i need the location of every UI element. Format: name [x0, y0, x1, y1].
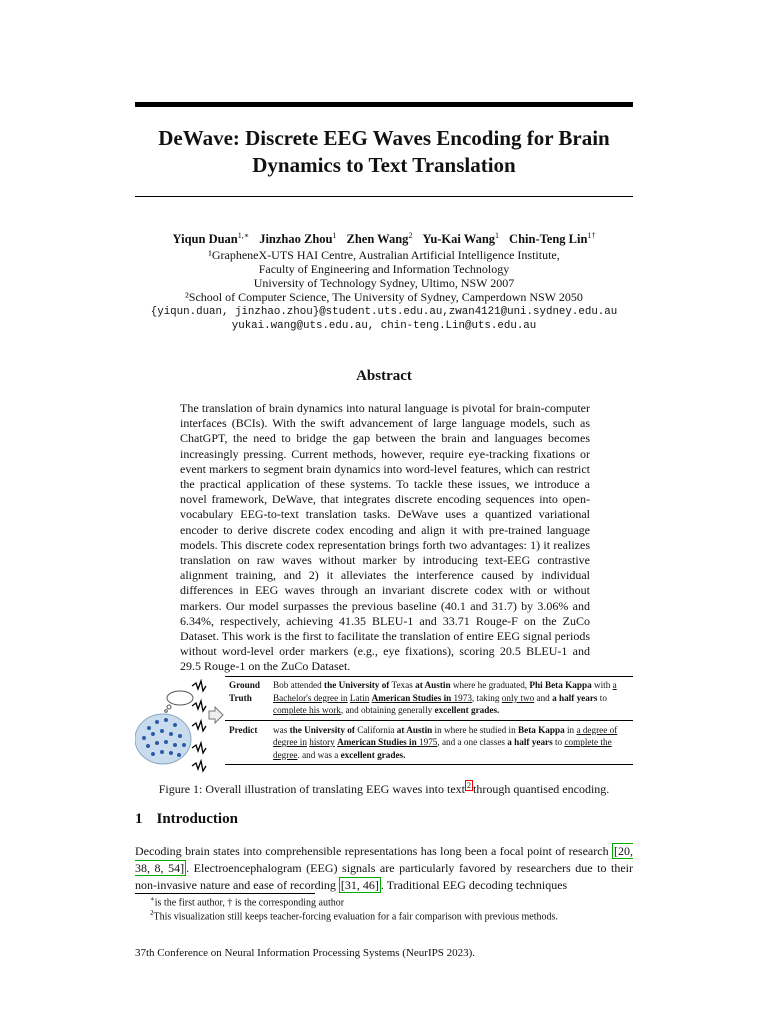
citation-link[interactable]: [31, 46]: [340, 878, 379, 892]
intro-text-2: . Electroencephalogram (EEG) signals are particularly favored by researchers due to their non-invasive nature and ease of recording: [135, 861, 633, 892]
paper-title: [100, 125, 668, 179]
author-name-text: Zhen Wang: [346, 232, 409, 247]
author-name-text: Jinzhao Zhou: [259, 232, 333, 247]
caption-text-end: through quantised encoding.: [472, 782, 610, 796]
figure-1: [135, 676, 635, 780]
footnote-1-text: is the first author, † is the corresponding author: [154, 897, 345, 909]
section-number: 1: [135, 811, 143, 827]
author-name: [509, 232, 595, 246]
figure-text-segment: Beta Kappa: [517, 724, 565, 735]
figure-text-segment: , and a one classes: [437, 737, 508, 747]
affiliation-3: University of Technology Sydney, Ultimo, NSW 2007: [253, 276, 515, 290]
figure-text-segment: at Austin: [415, 680, 451, 690]
author-affiliation-mark: 2: [408, 231, 413, 240]
figure-caption: [100, 781, 668, 797]
author-list: [100, 231, 668, 247]
author-affiliation-mark: 1,∗: [237, 231, 250, 240]
figure-text-segment: the University of: [289, 724, 355, 735]
figure-text-segment: history: [309, 737, 335, 747]
footnote-1-mark: ∗: [150, 895, 155, 903]
prediction-row: [225, 721, 633, 762]
title-line-2: Dynamics to Text Translation: [252, 153, 516, 177]
figure-text-segment: . and was a: [297, 749, 341, 760]
figure-text-segment: American Studies in: [371, 692, 452, 703]
affiliation-2: Faculty of Engineering and Information Technology: [258, 262, 510, 276]
figure-text-segment: complete his work: [273, 705, 341, 715]
footnote-1: [150, 895, 344, 908]
ground-truth-text: [269, 679, 633, 717]
figure-text-segment: was: [273, 724, 290, 735]
footnote-rule: [135, 893, 315, 894]
figure-text-segment: at Austin: [396, 724, 433, 735]
intro-text-1: Decoding brain states into comprehensible representations has long been a focal point of research: [135, 844, 612, 858]
figure-text-comparison: [225, 676, 633, 765]
figure-text-segment: 1973: [451, 692, 472, 703]
figure-text-segment: in where he studied in: [432, 724, 518, 735]
introduction-text: [135, 843, 633, 894]
prediction-label: Predict: [229, 724, 258, 735]
citation-link[interactable]: [20, 38, 8, 54]: [135, 844, 633, 875]
section-title: Introduction: [156, 811, 238, 827]
figure-text-segment: , taking: [471, 692, 502, 703]
figure-text-segment: a half years: [507, 737, 553, 747]
footnote-2-text: This visualization still keeps teacher-forcing evaluation for a fair comparison with previous methods.: [153, 911, 558, 923]
figure-text-segment: California: [354, 724, 397, 735]
ground-truth-label-1: Ground: [229, 680, 260, 690]
footnote-2: [150, 909, 558, 922]
figure-text-segment: Latin: [349, 692, 370, 703]
author-name-text: Yiqun Duan: [172, 232, 238, 247]
email-line-1: {yiqun.duan, jinzhao.zhou}@student.uts.edu.au,zwan4121@uni.sydney.edu.au: [150, 306, 618, 318]
author-name-text: Chin-Teng Lin: [509, 232, 588, 247]
author-name: [259, 232, 336, 246]
figure-rule-top: [225, 676, 633, 677]
intro-text-3: . Traditional EEG decoding techniques: [380, 878, 568, 892]
figure-text-segment: where he graduated,: [450, 680, 530, 690]
title-bottom-rule: [135, 196, 633, 197]
brain-illustration: [135, 676, 227, 780]
author-affiliation-mark: 1†: [587, 231, 596, 240]
footnote-2-mark: 2: [150, 909, 154, 917]
author-affiliation-mark: 1: [332, 231, 337, 240]
figure-text-segment: in: [564, 724, 577, 735]
figure-text-segment: a Bachelor's degree in: [273, 680, 617, 703]
figure-text-segment: Texas: [389, 680, 416, 690]
title-line-1: DeWave: Discrete EEG Waves Encoding for Brain: [158, 126, 610, 150]
figure-rule-bottom: [225, 764, 633, 765]
author-name: [346, 232, 412, 246]
figure-text-segment: 1975: [416, 737, 438, 747]
figure-text-segment: and: [534, 692, 553, 703]
figure-text-segment: only two: [501, 692, 535, 703]
figure-text-segment: with: [591, 680, 613, 690]
footnote-link[interactable]: 2: [466, 781, 471, 790]
figure-rule-mid: [225, 720, 633, 721]
title-top-rule: [135, 102, 633, 107]
abstract-heading: Abstract: [356, 368, 412, 384]
figure-text-segment: excellent grades.: [434, 705, 500, 715]
author-affiliation-mark: 1: [495, 231, 500, 240]
ground-truth-label: [225, 679, 269, 717]
figure-text-segment: Bob attended: [273, 680, 325, 690]
prediction-text: [269, 724, 633, 762]
affiliation-1: ¹GrapheneX-UTS HAI Centre, Australian Artificial Intelligence Institute,: [208, 248, 560, 262]
figure-text-segment: the University of: [324, 680, 390, 690]
ground-truth-row: [225, 676, 633, 717]
abstract-text: The translation of brain dynamics into natural language is pivotal for brain-computer interfaces (BCIs). With the swift advancement of large language models, such as ChatGPT, the need to bridge the gap between the brain and languages becomes increasingly pressing. Current methods, however, require eye-tracking fixations or event markers to segment brain dynamics into word-level features, which can restrict the practical application of these systems. To tackle these issues, we introduce a novel framework, DeWave, that integrates discrete encoding sequences into open-vocabulary EEG-to-text translation tasks. DeWave uses a quantized variational encoder to derive discrete codex encoding and align it with pre-trained language models. This discrete codex representation brings forth two advantages: 1) it realizes translation on raw waves without marker by introducing text-EEG contrastive alignment training, and 2) it alleviates the interference caused by individual differences in EEG waves through an invariant discrete codex with or without markers. Our model surpasses the previous baseline (40.1 and 31.7) by 3.06% and 6.34%, respectively, achieving 41.35 BLEU-1 and 33.71 Rouge-F on the ZuCo Dataset. This work is the first to facilitate the translation of entire EEG signal periods without word-level order markers (e.g., eye fixations), scoring 20.5 BLEU-1 and 29.5 Rouge-1 on the ZuCo Dataset.: [180, 401, 591, 674]
figure-text-segment: to: [597, 692, 607, 703]
figure-text-segment: Phi Beta Kappa: [529, 680, 592, 690]
figure-text-segment: excellent grades.: [340, 749, 406, 760]
figure-text-segment: complete the degree: [273, 737, 612, 760]
author-name-text: Yu-Kai Wang: [422, 232, 496, 247]
author-name: [422, 232, 499, 246]
figure-text-segment: American Studies in: [337, 737, 417, 747]
author-name: [173, 232, 250, 246]
section-heading-introduction: [135, 811, 238, 828]
affiliation-4: ²School of Computer Science, The University of Sydney, Camperdown NSW 2050: [185, 290, 583, 304]
figure-text-segment: a degree of degree in: [273, 724, 618, 747]
ground-truth-label-2: Truth: [229, 692, 252, 703]
caption-text: Figure 1: Overall illustration of translating EEG waves into text: [158, 782, 465, 796]
figure-text-segment: a half years: [552, 692, 598, 703]
email-line-2: yukai.wang@uts.edu.au, chin-teng.Lin@uts.edu.au: [231, 320, 537, 332]
conference-venue: 37th Conference on Neural Information Processing Systems (NeurIPS 2023).: [135, 947, 476, 959]
figure-text-segment: to: [552, 737, 565, 747]
figure-text-segment: , and obtaining generally: [340, 705, 435, 715]
